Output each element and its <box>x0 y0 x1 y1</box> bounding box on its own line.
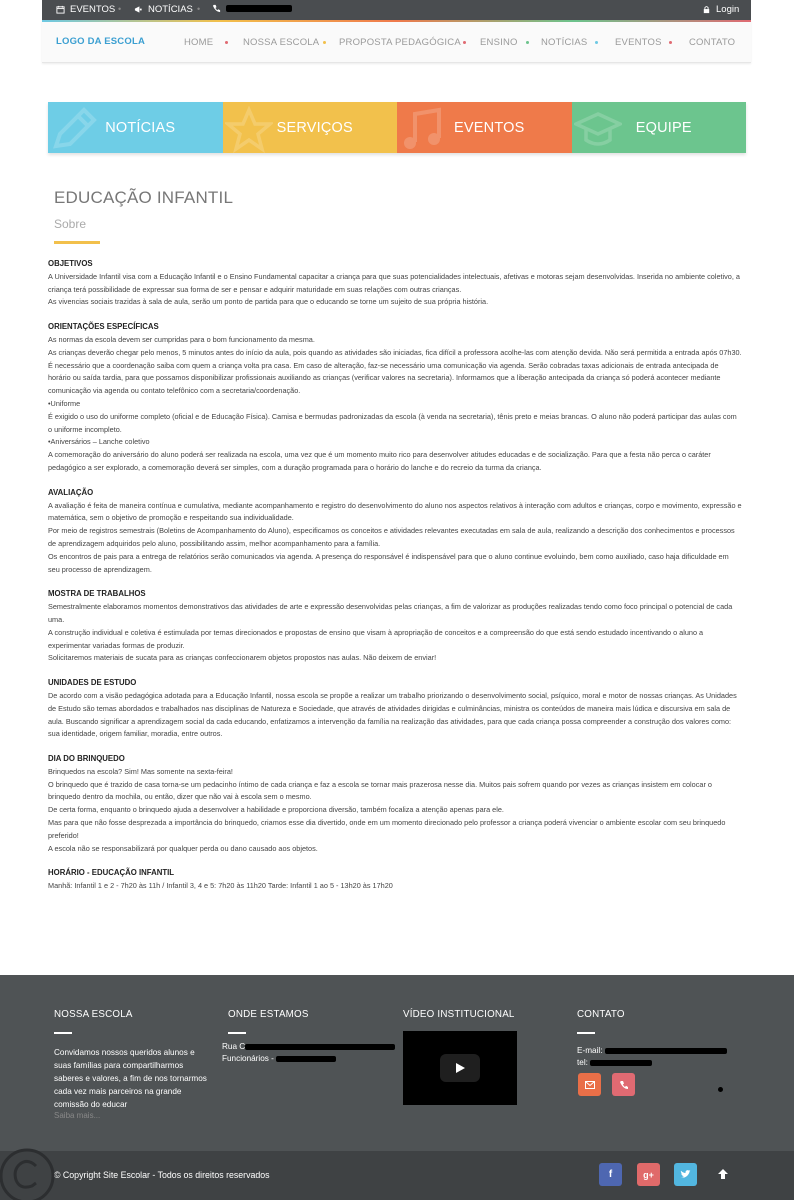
login-label: Login <box>716 4 740 15</box>
top-bar <box>42 0 751 20</box>
envelope-icon <box>585 1081 595 1089</box>
section-paragraph: A escola não se responsabilizará por qualquer perda ou dano causado aos objetos. <box>48 843 318 853</box>
section-paragraph: Mas para que não fosse desprezada a importância do brinquedo, criamos esse dia divertido, onde em um momento direcionado pelo professor a criança poderá vivenciar o ambiente escolar com seu brinquedo preferido! <box>48 818 726 840</box>
tile-noticias[interactable] <box>48 102 223 153</box>
footer-col-nossa-escola <box>54 1009 214 1120</box>
section-paragraph: As normas da escola devem ser cumpridas para o bom funcionamento da mesma. <box>48 334 315 344</box>
section-paragraph: As vivencias sociais trazidas à sala de aula, serão um ponto de partida para que o educando se torne um sujeito de sua própria história. <box>48 297 489 307</box>
contact-email-label: E-mail: <box>577 1046 605 1055</box>
address-line-1: Rua C <box>222 1042 246 1051</box>
section-paragraph: A Universidade Infantil visa com a Educação Infantil e o Ensino Fundamental capacitar a criança para que suas potencialidades intelectuais, afetivas e motoras sejam desenvolvidas. Inserida no ambiente coletivo, a criança terá possibilidade de expressar sua forma de ser e pensar e adquirir maturidade em suas relações com outras crianças. <box>48 271 740 294</box>
section-paragraph: De acordo com a visão pedagógica adotada para a Educação Infantil, nossa escola se propõe a realizar um trabalho priorizando o desenvolvimento social, psíquico, moral e motor de nossas crianças. As Unidades de Estudo são temas abordados e trabalhados nas disciplinas de Natureza e Sociedade, que através de atividades dirigidas e culminâncias, ministra os conteúdos de maneira mais lúdica e discursiva em sala de aula. Buscando significar a aprendizagem social da cada educando, enfatizamos a intervenção da família na realização das atividades, para que cada criança possa compreender a construção dos valores como: sua identidade, origem familiar, moradia, entre outros. <box>48 690 737 739</box>
star-icon <box>225 106 273 153</box>
section-paragraph: O brinquedo que é trazido de casa torna-se um pedacinho íntimo de cada criança e faz a escola se tornar mais prazerosa nesse dia. Muitos pais sofrem quando por vezes as crianças insistem em colocar o brinquedo dentro da mochila, ou então, dizer que não vai à escola sem o mesmo. <box>48 779 712 802</box>
googleplus-button[interactable] <box>637 1163 660 1186</box>
email-button[interactable] <box>578 1073 601 1096</box>
googleplus-icon: g+ <box>643 1169 654 1180</box>
scroll-top-button[interactable] <box>716 1167 730 1181</box>
redacted-email <box>605 1048 727 1054</box>
tile-servicos[interactable] <box>223 102 398 153</box>
footer-title: NOSSA ESCOLA <box>54 1009 133 1020</box>
section-paragraph: Manhã: Infantil 1 e 2 - 7h20 às 11h / Infantil 3, 4 e 5: 7h20 às 11h20 Tarde: Infantil 1 ao 5 - 13h20 às 17h20 <box>48 881 393 891</box>
section-paragraph: A construção individual e coletiva é estimulada por temas direcionados e propostas de ensino que visam à apropriação de conceitos e a compreensão do que está sendo estudado incentivando o aluno a experimentar variadas formas de produzir. <box>48 627 704 650</box>
nav-item-home[interactable]: HOME <box>184 37 214 48</box>
top-link-eventos-label: EVENTOS <box>70 4 116 15</box>
tile-equipe[interactable] <box>572 102 747 153</box>
phone-icon <box>212 4 221 13</box>
category-tiles <box>48 102 746 153</box>
twitter-button[interactable] <box>674 1163 697 1186</box>
twitter-icon <box>680 1170 691 1179</box>
footer-contact-info <box>577 1045 727 1069</box>
redacted-phone <box>226 5 292 12</box>
tile-servicos-label: SERVIÇOS <box>276 119 353 136</box>
main-content <box>48 258 742 893</box>
redacted-address <box>245 1044 395 1050</box>
tile-eventos[interactable] <box>397 102 572 153</box>
footer-title: CONTATO <box>577 1009 625 1020</box>
footer-col-contato <box>577 1009 747 1034</box>
section-paragraph: Solicitaremos materiais de sucata para as crianças confeccionarem objetos propostos nas aulas. Não deixem de enviar! <box>48 653 437 663</box>
section-paragraph: Brinquedos na escola? Sim! Mas somente na sexta-feira! <box>48 766 233 776</box>
copyright-text: © Copyright Site Escolar - Todos os direitos reservados <box>54 1170 270 1180</box>
main-navbar <box>42 20 751 63</box>
nav-item-eventos[interactable]: EVENTOS <box>615 37 662 48</box>
section-title: OBJETIVOS <box>48 259 93 268</box>
title-underline <box>54 241 100 244</box>
bottom-bar <box>0 1151 794 1200</box>
pencil-icon <box>50 106 98 153</box>
facebook-icon: f <box>608 1169 613 1180</box>
section-paragraph: De certa forma, enquanto o brinquedo ajuda a desenvolver a habilidade e proporciona diversão, também focaliza a atenção apenas para ele. <box>48 805 504 815</box>
section-title: ORIENTAÇÕES ESPECÍFICAS <box>48 322 159 332</box>
top-link-eventos[interactable] <box>56 4 115 15</box>
nav-item-ensino[interactable]: ENSINO <box>480 37 518 48</box>
nav-item-proposta-pedagogica[interactable]: PROPOSTA PEDAGÓGICA <box>339 37 461 48</box>
footer-col-video <box>403 1009 515 1020</box>
nav-separator-dot <box>323 41 326 44</box>
contact-phone-label: tel: <box>577 1058 591 1067</box>
footer-about-text: Convidamos nossos queridos alunos e suas famílias para compartilharmos saberes e valores, a fim de nos tornarmos cada vez mais parceiros na grande comissão do educar <box>54 1048 207 1109</box>
copyright-watermark-icon <box>0 1148 58 1200</box>
footer-title-underline <box>228 1032 246 1034</box>
nav-item-contato[interactable]: CONTATO <box>689 37 736 48</box>
top-link-noticias-label: NOTÍCIAS <box>148 4 193 15</box>
section-title: HORÁRIO - EDUCAÇÃO INFANTIL <box>48 868 175 878</box>
section-title: DIA DO BRINQUEDO <box>48 754 125 764</box>
tile-eventos-label: EVENTOS <box>454 119 525 136</box>
play-icon <box>454 1062 466 1074</box>
section-paragraph: Semestralmente elaboramos momentos demonstrativos das atividades de arte e expressão desenvolvidas pelas crianças, a fim de valorizar as produções realizadas tendo como foco principal o potencial de cada uma. <box>48 602 733 624</box>
login-link[interactable] <box>702 4 739 15</box>
tile-noticias-label: NOTÍCIAS <box>105 119 176 136</box>
top-link-noticias[interactable] <box>134 4 193 15</box>
footer-read-more-link[interactable]: Saiba mais... <box>54 1111 101 1120</box>
tile-equipe-label: EQUIPE <box>635 119 692 136</box>
arrow-up-icon <box>716 1167 730 1181</box>
phone-icon <box>619 1080 629 1090</box>
page-title: EDUCAÇÃO INFANTIL <box>54 188 234 207</box>
page-subtitle: Sobre <box>54 217 87 231</box>
redacted-address <box>276 1056 336 1062</box>
address-line-2: Funcionários - <box>222 1054 277 1063</box>
section-paragraph: A comemoração do aniversário do aluno poderá ser realizada na escola, uma vez que é um momento muito rico para desenvolver atitudes educadas e de socialização. Para que a festa não perca o caráter pedagógico a ser explorado, a comemoração deverá ser simples, com a duração programada para o horário do lanche e do recreio da turma da criança. <box>48 450 711 472</box>
nav-separator-dot <box>225 41 228 44</box>
top-phone[interactable] <box>212 4 292 13</box>
nav-item-nossa-escola[interactable]: NOSSA ESCOLA <box>243 37 320 48</box>
section-title: UNIDADES DE ESTUDO <box>48 678 137 688</box>
section-paragraph: Os encontros de pais para a entrega de relatórios serão comunicados via agenda. A presença do responsável é indispensável para que o aluno continue evoluindo, bem como auxiliado, caso haja dificuldade em seu processo de aprendizagem. <box>48 551 729 574</box>
facebook-button[interactable] <box>599 1163 622 1186</box>
music-note-icon <box>399 106 447 153</box>
top-separator: • <box>118 4 122 14</box>
footer-title: VÍDEO INSTITUCIONAL <box>403 1009 515 1020</box>
navbar-accent-stripe <box>42 20 751 22</box>
school-logo[interactable]: LOGO DA ESCOLA <box>56 36 146 47</box>
footer-title-underline <box>54 1032 72 1034</box>
calendar-icon <box>56 5 65 14</box>
footer-title: ONDE ESTAMOS <box>228 1009 309 1020</box>
decorative-dot <box>718 1087 723 1092</box>
section-paragraph: •Uniforme <box>48 398 81 408</box>
top-separator: • <box>197 4 201 14</box>
section-title: AVALIAÇÃO <box>48 487 94 497</box>
section-paragraph: Por meio de registros semestrais (Boletins de Acompanhamento do Aluno), especificamos os conceitos e atividades relevantes executadas em sala de aula, realizando a descrição dos conhecimentos e processos de aprendizagem adquiridos pelo aluno, possibilitando assim, melhor acompanhamento para a família. <box>48 526 735 548</box>
play-button[interactable] <box>440 1054 480 1082</box>
institutional-video[interactable] <box>403 1031 517 1105</box>
nav-separator-dot <box>463 41 466 44</box>
nav-separator-dot <box>669 41 672 44</box>
footer-address <box>222 1041 395 1065</box>
nav-item-noticias[interactable]: NOTÍCIAS <box>541 37 588 48</box>
phone-button[interactable] <box>612 1073 635 1096</box>
nav-separator-dot <box>526 41 529 44</box>
graduation-cap-icon <box>574 106 622 153</box>
lock-icon <box>702 5 711 14</box>
megaphone-icon <box>134 5 143 14</box>
nav-separator-dot <box>595 41 598 44</box>
section-paragraph: As crianças deverão chegar pelo menos, 5 minutos antes do início da aula, pois quando as atividades são iniciadas, fica difícil a professora acolhe-las com atenção devida. Não será permitida a entrada após 07h30. É necessário que a coordenação saiba com quem a criança volta pra casa. Em caso de alteração, faz-se necessário uma comunicação via agenda. Serão cobradas taxas adicionais de entrada antecipada de horário ou saída tardia, para que possamos disponibilizar profissionais auxiliando as crianças (verificar valores na secretaria). Informamos que a liberação antecipada da criança só poderá acontecer mediante comunicação via agenda ou contato telefônico com a secretaria/coordenação. <box>48 347 742 396</box>
section-paragraph: •Aniversários – Lanche coletivo <box>48 437 150 447</box>
footer-title-underline <box>577 1032 595 1034</box>
section-title: MOSTRA DE TRABALHOS <box>48 589 146 599</box>
section-paragraph: A avaliação é feita de maneira contínua e cumulativa, mediante acompanhamento e registro do desenvolvimento do aluno nos aspectos relativos à interação com adultos e crianças, corpo e movimento, expressão e matemática, sem o objetivo de promoção e respeitando sua individualidade. <box>48 500 742 523</box>
footer-col-onde-estamos <box>228 1009 398 1034</box>
redacted-phone <box>590 1060 652 1066</box>
section-paragraph: É exigido o uso do uniforme completo (oficial e de Educação Física). Camisa e bermudas padronizadas da escola (à venda na secretaria), tênis preto e meias brancas. O aluno não poderá participar das aulas com o uniforme incompleto. <box>48 411 737 434</box>
